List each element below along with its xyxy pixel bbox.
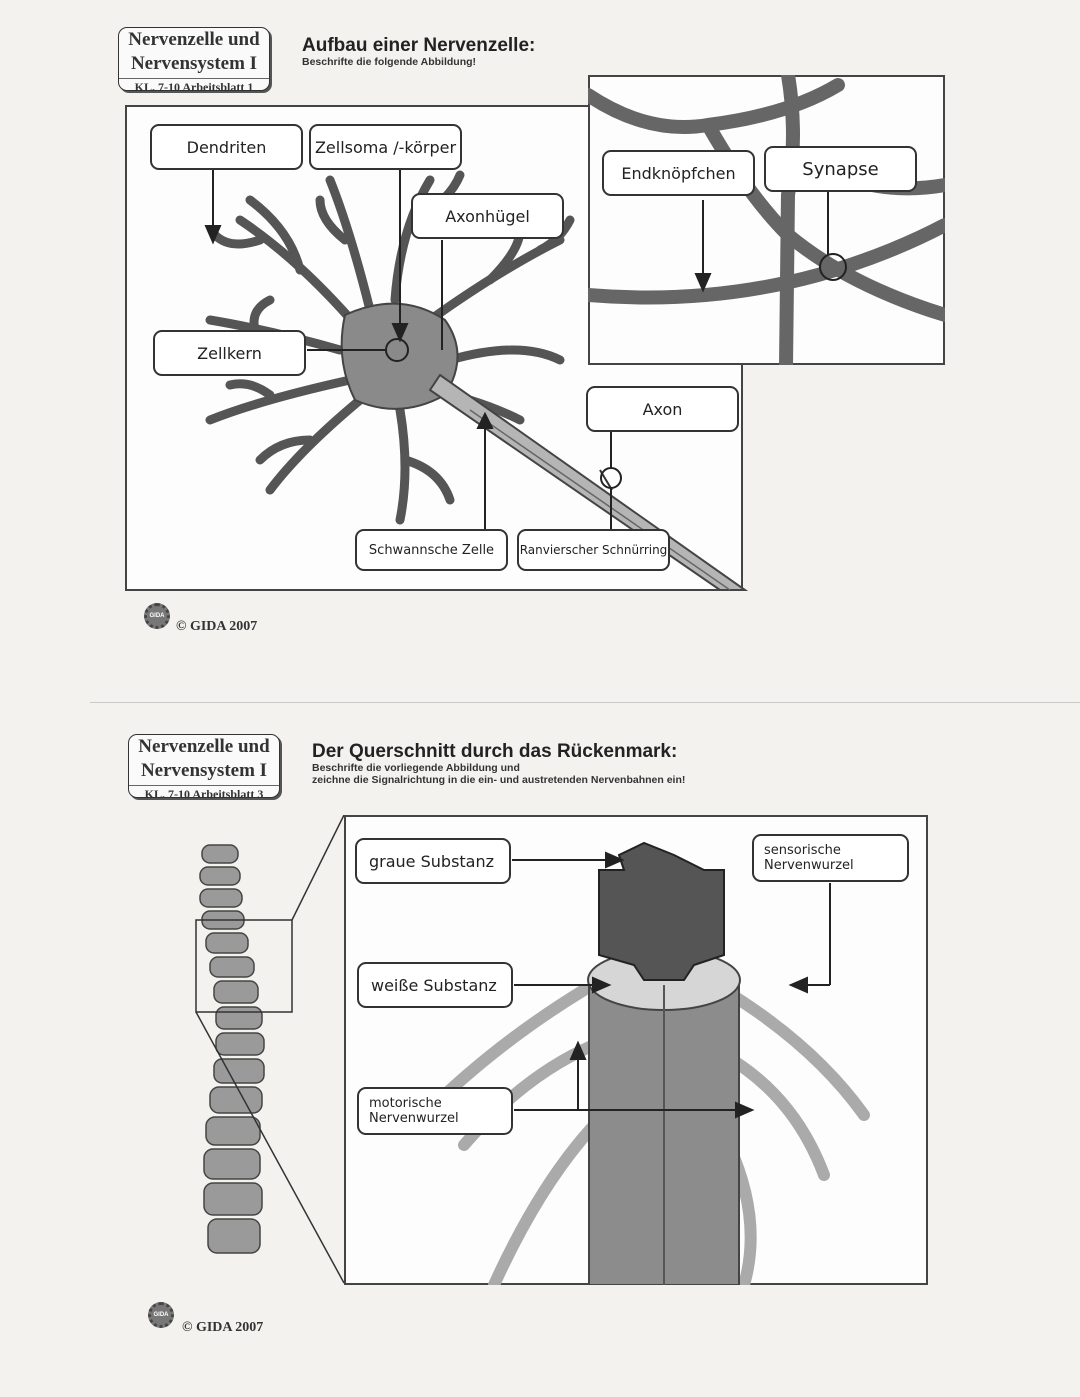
worksheet1-title: Aufbau einer Nervenzelle: — [302, 35, 536, 56]
label-endknoepfchen[interactable]: Endknöpfchen — [602, 150, 755, 196]
gida-logo-icon: GIDA — [144, 603, 170, 629]
worksheet3-instruction-1: Beschrifte die vorliegende Abbildung und — [312, 762, 520, 774]
badge-line3: KL. 7-10 Arbeitsblatt 3 — [129, 785, 279, 802]
label-sensorische-nervenwurzel[interactable]: sensorische Nervenwurzel — [752, 834, 909, 882]
badge-line1: Nervenzelle und — [138, 736, 270, 757]
label-graue-substanz[interactable]: graue Substanz — [355, 838, 511, 884]
vertebrae — [200, 845, 264, 1253]
label-axon[interactable]: Axon — [586, 386, 739, 432]
worksheet3-title: Der Querschnitt durch das Rückenmark: — [312, 741, 678, 762]
label-weisse-substanz[interactable]: weiße Substanz — [357, 962, 513, 1008]
label-synapse[interactable]: Synapse — [764, 146, 917, 192]
worksheet1-instruction: Beschrifte die folgende Abbildung! — [302, 56, 477, 68]
badge-line2: Nervensystem I — [130, 53, 258, 74]
label-motorische-nervenwurzel[interactable]: motorische Nervenwurzel — [357, 1087, 513, 1135]
label-zellsoma[interactable]: Zellsoma /-körper — [309, 124, 462, 170]
label-zellkern[interactable]: Zellkern — [153, 330, 306, 376]
label-schwannsche-zelle[interactable]: Schwannsche Zelle — [355, 529, 508, 571]
label-ranvierscher-schnuerring[interactable]: Ranvierscher Schnürring — [517, 529, 670, 571]
badge-line2: Nervensystem I — [140, 760, 268, 781]
copyright-1: © GIDA 2007 — [176, 619, 258, 634]
badge-line3: KL. 7-10 Arbeitsblatt 1 — [119, 78, 269, 95]
worksheet3-instruction-2: zeichne die Signalrichtung in die ein- und austretenden Nervenbahnen ein! — [312, 774, 686, 786]
synapse-illustration — [588, 75, 945, 365]
gida-logo-icon: GIDA — [148, 1302, 174, 1328]
copyright-3: © GIDA 2007 — [182, 1320, 264, 1335]
label-axonhuegel[interactable]: Axonhügel — [411, 193, 564, 239]
badge-line1: Nervenzelle und — [128, 29, 260, 50]
spinal-cord-cylinder — [588, 950, 740, 1285]
label-dendriten[interactable]: Dendriten — [150, 124, 303, 170]
spinal-cord-illustration — [344, 815, 928, 1285]
page-divider — [90, 702, 1080, 703]
grey-matter — [599, 843, 724, 980]
worksheet3-badge — [128, 734, 280, 801]
